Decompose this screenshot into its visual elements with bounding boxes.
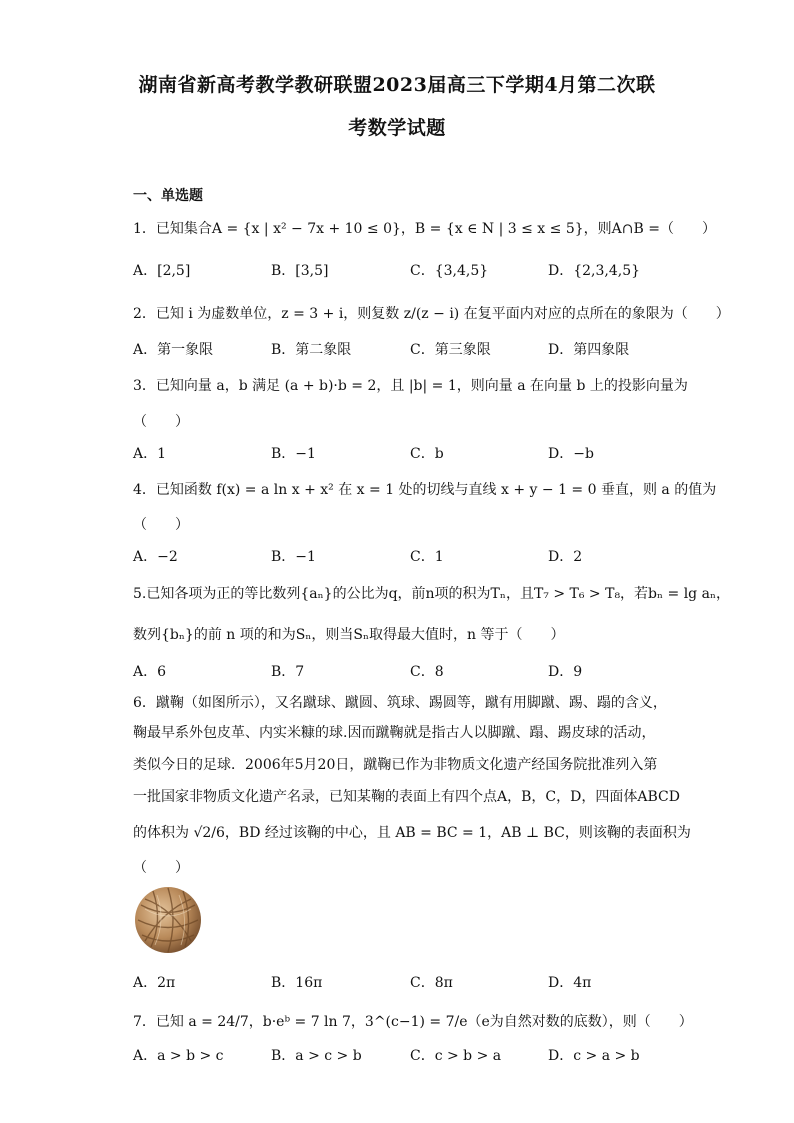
question-6-line-1: 6．蹴鞠（如图所示），又名蹴球、蹴圆、筑球、踢圆等，蹴有用脚蹴、踢、蹋的含义， — [133, 695, 667, 711]
question-2-option-a: A．第一象限 — [133, 342, 214, 358]
question-3-option-b: B．−1 — [271, 446, 316, 462]
question-6-line-4: 一批国家非物质文化遗产名录，已知某鞠的表面上有四个点A，B，C，D，四面体ABCD — [133, 789, 680, 805]
question-7-stem: 7．已知 a = 24/7，b·eᵇ = 7 ln 7，3^(c−1) = 7/e（e为自然对数的底数），则（ ） — [133, 1014, 693, 1030]
question-3-option-d: D．−b — [548, 446, 594, 462]
question-6-line-3: 类似今日的足球．2006年5月20日，蹴鞠已作为非物质文化遗产经国务院批准列入第 — [133, 757, 658, 773]
question-6-line-5: 的体积为 √2/6，BD 经过该鞠的中心，且 AB = BC = 1，AB ⊥ BC，则该鞠的表面积为 — [133, 825, 691, 841]
section-heading: 一、单选题 — [133, 188, 203, 204]
question-7-option-c: C．c > b > a — [410, 1048, 502, 1064]
question-5-option-a: A．6 — [133, 664, 167, 680]
question-5-stem: 5.已知各项为正的等比数列{aₙ}的公比为q，前n项的积为Tₙ，且T₇ > T₆ > T₈，若bₙ = lg aₙ， — [133, 586, 731, 602]
question-7-option-b: B．a > c > b — [271, 1048, 362, 1064]
exam-title-line2: 考数学试题 — [348, 117, 446, 139]
question-5-option-d: D．9 — [548, 664, 583, 680]
question-5-stem-continued: 数列{bₙ}的前 n 项的和为Sₙ，则当Sₙ取得最大值时，n 等于（ ） — [133, 627, 565, 643]
question-3-option-a: A．1 — [133, 446, 167, 462]
question-4-option-d: D．2 — [548, 549, 583, 565]
question-1-stem: 1．已知集合A = {x | x² − 7x + 10 ≤ 0}，B = {x ∈ N | 3 ≤ x ≤ 5}，则A∩B =（ ） — [133, 221, 716, 237]
question-1-option-d: D．{2,3,4,5} — [548, 263, 641, 279]
question-7-option-d: D．c > a > b — [548, 1048, 640, 1064]
question-6-option-b: B．16π — [271, 975, 323, 991]
question-2-option-b: B．第二象限 — [271, 342, 352, 358]
question-4-option-a: A．−2 — [133, 549, 178, 565]
question-5-option-c: C．8 — [410, 664, 444, 680]
question-4-option-b: B．−1 — [271, 549, 316, 565]
question-6-answer-paren: （ ） — [133, 860, 189, 876]
question-5-option-b: B．7 — [271, 664, 305, 680]
question-1-option-a: A．[2,5] — [133, 263, 191, 279]
question-3-option-c: C．b — [410, 446, 444, 462]
question-4-stem: 4．已知函数 f(x) = a ln x + x² 在 x = 1 处的切线与直线 x + y − 1 = 0 垂直，则 a 的值为 — [133, 482, 717, 498]
exam-title-line1: 湖南省新高考教学教研联盟2023届高三下学期4月第二次联 — [138, 74, 656, 96]
question-1-option-c: C．{3,4,5} — [410, 263, 489, 279]
question-6-option-c: C．8π — [410, 975, 453, 991]
question-1-option-b: B．[3,5] — [271, 263, 329, 279]
question-7-option-a: A．a > b > c — [133, 1048, 224, 1064]
cuju-ball-image — [133, 885, 203, 955]
question-2-option-d: D．第四象限 — [548, 342, 630, 358]
question-4-answer-paren: （ ） — [133, 517, 189, 533]
question-3-stem: 3．已知向量 a，b 满足 (a + b)·b = 2，且 |b| = 1，则向量 a 在向量 b 上的投影向量为 — [133, 378, 688, 394]
question-6-option-a: A．2π — [133, 975, 176, 991]
question-6-line-2: 鞠最早系外包皮革、内实米糠的球.因而蹴鞠就是指古人以脚蹴、蹋、踢皮球的活动， — [133, 725, 656, 741]
question-2-option-c: C．第三象限 — [410, 342, 491, 358]
question-6-option-d: D．4π — [548, 975, 592, 991]
question-3-answer-paren: （ ） — [133, 414, 189, 430]
question-2-stem: 2．已知 i 为虚数单位，z = 3 + i，则复数 z/(z − i) 在复平面内对应的点所在的象限为（ ） — [133, 306, 730, 322]
question-4-option-c: C．1 — [410, 549, 444, 565]
